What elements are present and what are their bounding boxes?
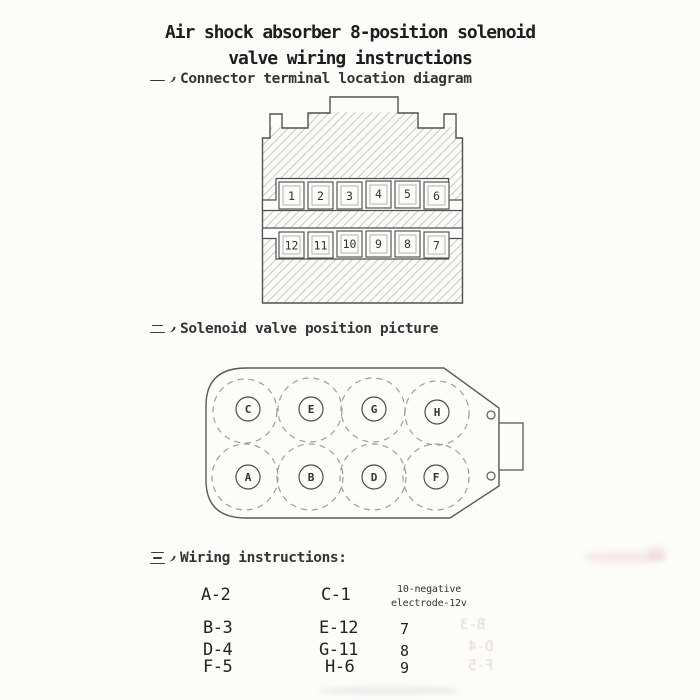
wiring-pair-A2: A-2 (201, 585, 231, 605)
connector-terminal-diagram (263, 97, 463, 303)
solenoid-A (236, 465, 260, 489)
solenoid-D (362, 465, 386, 489)
scan-ghost-text-3: F-5 (468, 658, 494, 674)
connector-top-tab (331, 98, 397, 112)
scan-artifact-smudge-2 (648, 546, 666, 561)
pin-5 (395, 181, 420, 208)
connector-right-tower (445, 115, 455, 127)
pin-8-label: 8 (404, 237, 411, 251)
valve-hole-bottom (487, 472, 495, 480)
pin-2-label: 2 (317, 189, 324, 203)
solenoid-F-label: F (432, 471, 440, 484)
solenoid-D-label: D (370, 471, 378, 484)
pin-7-label: 7 (433, 238, 440, 253)
pin-1-label: 1 (288, 189, 295, 203)
pin-11-label: 11 (313, 238, 328, 253)
wiring-value-7: 7 (400, 620, 410, 638)
pin-1 (279, 182, 304, 209)
section-heading-valve (150, 321, 438, 337)
wiring-note-line2: electrode-12v (391, 598, 467, 609)
valve-hole-top (487, 411, 495, 419)
solenoid-C (236, 397, 260, 421)
section-marker-two (150, 322, 176, 337)
pin-8 (395, 231, 420, 257)
wiring-pair-G11: G-11 (319, 640, 358, 660)
page-title (0, 20, 700, 72)
page-title-line2: valve wiring instructions (228, 48, 472, 69)
section-heading-connector (150, 71, 472, 87)
solenoid-A-label: A (244, 471, 252, 484)
wiring-note-line1: 10-negative (397, 584, 462, 595)
solenoid-C-label: C (244, 403, 252, 416)
pin-4-label: 4 (375, 187, 382, 201)
pin-12 (279, 232, 304, 258)
pin-10-label: 10 (342, 237, 357, 251)
pin-3-label: 3 (346, 189, 353, 203)
connector-left-tower (271, 115, 281, 127)
wiring-pair-H6: H-6 (325, 657, 355, 677)
section-heading-wiring (150, 550, 347, 566)
wiring-value-8: 8 (400, 642, 410, 660)
pin-9-label: 9 (375, 237, 382, 251)
solenoid-valve-diagram (206, 368, 523, 518)
section-one-label: Connector terminal location diagram (180, 71, 472, 87)
valve-connector-tab (499, 423, 523, 470)
pin-3 (337, 182, 362, 209)
scan-ghost-text-1: B-3 (460, 617, 486, 633)
pin-12-label: 12 (284, 238, 299, 253)
wiring-pair-D4: D-4 (203, 640, 233, 660)
pin-6-label: 6 (433, 189, 440, 203)
pin-2 (308, 182, 333, 209)
pin-6 (424, 182, 449, 209)
scan-artifact-smudge-3 (320, 687, 460, 694)
pin-4 (366, 181, 391, 208)
solenoid-G-label: G (370, 403, 378, 416)
section-marker-three (150, 551, 176, 566)
wiring-pair-C1: C-1 (321, 585, 351, 605)
solenoid-B-label: B (307, 471, 315, 484)
pin-7 (424, 232, 449, 258)
wiring-pair-E12: E-12 (319, 618, 358, 638)
solenoid-B (299, 465, 323, 489)
pin-5-label: 5 (404, 187, 411, 201)
section-three-label: Wiring instructions: (180, 550, 347, 566)
section-marker-one (150, 72, 176, 87)
wiring-value-9: 9 (400, 659, 410, 677)
pin-11 (308, 232, 333, 258)
pin-10 (337, 231, 362, 257)
solenoid-H (425, 400, 449, 424)
solenoid-E (299, 397, 323, 421)
solenoid-E-label: E (307, 403, 315, 416)
section-two-label: Solenoid valve position picture (180, 321, 439, 337)
solenoid-G (362, 397, 386, 421)
wiring-pair-F5: F-5 (203, 657, 233, 677)
wiring-pair-B3: B-3 (203, 618, 233, 638)
pin-9 (366, 231, 391, 257)
solenoid-H-label: H (433, 406, 441, 419)
scan-ghost-text-2: D-4 (468, 639, 494, 655)
solenoid-F (424, 465, 448, 489)
page-title-line1: Air shock absorber 8-position solenoid (164, 22, 535, 43)
